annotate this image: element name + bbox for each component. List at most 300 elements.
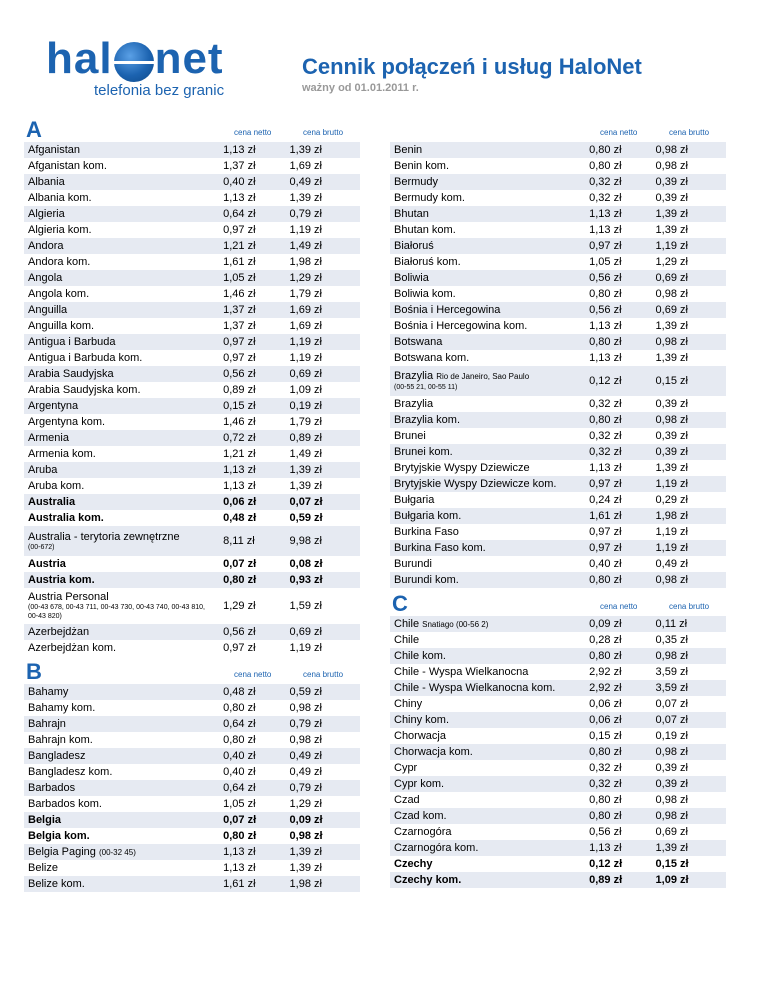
country-name: Algieria [28,208,65,220]
table-row [390,540,726,556]
price-gross: 1,69 zł [289,320,322,332]
price-gross: 1,19 zł [650,540,726,556]
country-name: Arabia Saudyjska kom. [28,384,141,396]
table-row [24,510,360,526]
price-net: 0,80 zł [223,734,256,746]
price-gross: 0,07 zł [650,712,726,728]
country-name: Czechy [394,858,433,870]
country-name: Azerbejdżan kom. [28,642,117,654]
country-cell [24,876,215,892]
country-name: Brunei [394,430,426,442]
price-gross: 1,98 zł [284,876,360,892]
country-name: Chile [394,617,420,630]
table-row [390,476,726,492]
country-cell [390,648,581,664]
price-net: 1,13 zł [223,480,256,492]
price-net: 1,05 zł [215,270,283,286]
column-header-net: cena netto [234,128,272,137]
country-cell [24,716,215,732]
table-row [24,334,360,350]
price-gross: 0,69 zł [650,270,726,286]
table-row [24,478,360,494]
table-row [24,860,360,876]
price-net: 1,13 zł [215,142,283,158]
price-gross: 0,79 zł [284,716,360,732]
price-gross: 0,69 zł [284,366,360,382]
price-gross: 1,39 zł [284,142,360,158]
country-cell [390,680,581,696]
country-name: Burundi [394,558,432,570]
price-gross: 0,15 zł [650,366,726,396]
table-row [390,366,726,396]
price-gross: 0,35 zł [655,634,688,646]
country-name: Algieria kom. [28,224,92,236]
country-name: Bośnia i Hercegowina [394,304,501,316]
price-net: 0,06 zł [215,494,283,510]
price-gross: 0,19 zł [284,398,360,414]
price-gross: 0,19 zł [655,730,688,742]
country-name: Białoruś kom. [394,256,461,268]
country-cell [390,556,581,572]
price-gross: 1,39 zł [289,192,322,204]
country-cell [24,510,215,526]
price-gross: 0,15 zł [655,858,689,870]
price-net: 0,48 zł [223,512,257,524]
country-name: Afganistan kom. [28,160,107,172]
table-row [24,414,360,430]
country-cell [390,350,581,366]
table-row [24,430,360,446]
country-name: Boliwia [394,272,429,284]
country-cell [390,540,581,556]
table-row [390,856,726,872]
country-cell [390,616,581,632]
column-header-net: cena netto [234,670,272,679]
price-gross: 0,39 zł [650,174,726,190]
country-cell [390,158,581,174]
country-cell [24,588,215,624]
price-gross: 3,59 zł [655,666,688,678]
country-cell [390,524,581,540]
country-cell [390,222,581,238]
country-cell [24,764,215,780]
country-name: Botswana kom. [394,352,470,364]
price-net: 0,40 zł [215,174,283,190]
country-name: Australia [28,496,76,508]
country-cell [24,270,215,286]
price-net: 0,80 zł [581,572,649,588]
country-cell [390,824,581,840]
country-cell [24,732,215,748]
price-gross: 0,98 zł [650,744,726,760]
price-net: 0,80 zł [589,288,622,300]
price-gross: 0,98 zł [650,142,726,158]
country-cell [390,428,581,444]
price-net: 0,32 zł [589,430,622,442]
price-gross: 0,98 zł [289,702,322,714]
table-row [390,444,726,460]
country-cell [24,158,215,174]
country-cell [24,254,215,270]
price-gross: 0,98 zł [650,572,726,588]
table-row [390,286,726,302]
column-header-gross: cena brutto [669,128,710,137]
country-cell [24,640,215,656]
price-net: 0,07 zł [223,558,257,570]
table-row [24,302,360,318]
country-cell [390,840,581,856]
table-row [390,206,726,222]
price-gross: 0,98 zł [289,830,323,842]
table-row [24,764,360,780]
country-name: Bermudy kom. [394,192,465,204]
price-net: 0,32 zł [581,174,649,190]
country-cell [390,366,581,396]
country-cell [390,744,581,760]
country-name: Brytyjskie Wyspy Dziewicze [394,462,530,474]
price-net: 0,40 zł [215,748,283,764]
price-net: 1,13 zł [589,320,622,332]
country-cell [390,728,581,744]
price-gross: 0,07 zł [284,494,360,510]
country-cell [390,792,581,808]
table-row [390,824,726,840]
country-name: Cypr kom. [394,778,445,790]
country-cell [24,462,215,478]
price-gross: 0,89 zł [284,430,360,446]
country-cell [24,796,215,812]
table-row [24,526,360,556]
country-cell [24,624,215,640]
table-row [24,844,360,860]
country-name: Białoruś [394,240,434,252]
table-row [390,174,726,190]
column-header-net: cena netto [600,602,638,611]
section-b2-header [390,120,726,142]
price-net: 1,13 zł [223,862,256,874]
country-name: Azerbejdżan [28,626,90,638]
table-row [24,876,360,892]
price-net: 1,05 zł [589,256,622,268]
table-row [24,366,360,382]
country-name: Brunei kom. [394,446,453,458]
price-net: 0,64 zł [215,716,283,732]
price-net: 0,64 zł [215,206,283,222]
price-gross: 0,98 zł [650,412,726,428]
table-row [390,792,726,808]
column-header-net: cena netto [600,128,638,137]
price-net: 0,56 zł [581,302,649,318]
price-table-b2 [390,142,726,588]
country-name: Burkina Faso kom. [394,542,486,554]
price-net: 1,13 zł [215,462,283,478]
country-name: Czechy kom. [394,874,462,886]
price-gross: 1,19 zł [289,352,322,364]
table-row [390,872,726,888]
table-row [390,524,726,540]
price-gross: 1,19 zł [284,334,360,350]
table-row [390,158,726,174]
country-cell [24,318,215,334]
table-row [24,462,360,478]
country-cell [390,254,581,270]
price-gross: 1,49 zł [289,448,322,460]
price-net: 0,06 zł [589,698,622,710]
country-name: Chile - Wyspa Wielkanocna kom. [394,682,556,694]
price-net: 0,32 zł [581,776,649,792]
price-gross: 0,29 zł [655,494,688,506]
table-row [390,760,726,776]
table-row [390,396,726,412]
table-row [24,812,360,828]
price-net: 0,72 zł [215,430,283,446]
price-net: 1,37 zł [215,302,283,318]
price-net: 1,13 zł [581,840,649,856]
country-name: Anguilla [28,304,68,316]
price-net: 0,40 zł [589,558,622,570]
price-gross: 1,39 zł [655,352,688,364]
country-cell [390,476,581,492]
price-net: 0,97 zł [223,642,256,654]
country-cell [24,780,215,796]
price-gross: 0,39 zł [655,430,688,442]
price-gross: 0,69 zł [284,624,360,640]
section-a-header [24,117,360,142]
country-name: Boliwia kom. [394,288,456,300]
country-cell [390,396,581,412]
price-gross: 1,29 zł [655,256,688,268]
country-name: Bułgaria [394,494,435,506]
price-gross: 0,98 zł [650,808,726,824]
price-net: 8,11 zł [215,526,283,556]
country-name: Brazylia kom. [394,414,461,426]
country-cell [390,696,581,712]
table-row [24,796,360,812]
country-name: Angola [28,272,63,284]
price-net: 0,97 zł [581,540,649,556]
price-gross: 1,19 zł [650,476,726,492]
table-row [24,494,360,510]
price-net: 1,61 zł [215,876,283,892]
table-row [24,158,360,174]
country-name: Chile kom. [394,650,446,662]
country-cell [24,494,215,510]
country-cell [24,414,215,430]
price-gross: 1,49 zł [284,238,360,254]
price-gross: 0,09 zł [284,812,360,828]
country-note: (00-43 678, 00-43 711, 00-43 730, 00-43 740, 00-43 810, 00-43 820) [28,604,205,620]
price-net: 0,97 zł [215,334,283,350]
price-table-c [390,616,726,888]
price-net: 0,80 zł [223,702,256,714]
price-net: 0,48 zł [215,684,283,700]
price-net: 2,92 zł [589,666,622,678]
price-net: 0,15 zł [589,730,622,742]
price-net: 1,37 zł [223,160,256,172]
country-cell [24,190,215,206]
country-name: Brazylia [394,370,434,382]
logo-text-left: hal [46,34,113,83]
country-note: (00-55 21, 00-55 11) [394,384,458,391]
table-row [24,382,360,398]
price-net: 0,97 zł [581,238,649,254]
price-net: 0,56 zł [589,826,622,838]
column-header-gross: cena brutto [669,602,710,611]
country-cell [24,684,215,700]
price-gross: 9,98 zł [284,526,360,556]
price-gross: 0,69 zł [655,826,688,838]
price-net: 0,56 zł [581,270,649,286]
country-cell [390,142,581,158]
country-name: Bangladesz [28,750,86,762]
page-title: Cennik połączeń i usług HaloNet [302,54,642,79]
country-name: Bahrajn [28,718,66,730]
table-row [24,732,360,748]
country-name: Bhutan kom. [394,224,456,236]
table-row [24,556,360,572]
country-name: Albania [28,176,65,188]
price-net: 1,13 zł [223,192,256,204]
price-gross: 3,59 zł [650,680,726,696]
country-cell [390,760,581,776]
country-cell [390,174,581,190]
country-name: Bahamy [28,686,69,698]
country-cell [390,632,581,648]
price-net: 0,80 zł [581,412,649,428]
country-cell [390,664,581,680]
country-cell [390,460,581,476]
country-cell [24,366,215,382]
country-name: Botswana [394,336,443,348]
table-row [24,222,360,238]
country-cell [24,860,215,876]
country-cell [24,844,215,860]
table-row [390,664,726,680]
table-row [390,318,726,334]
country-name: Andora [28,240,64,252]
price-net: 0,12 zł [589,858,623,870]
table-row [390,238,726,254]
country-name: Anguilla kom. [28,320,95,332]
price-net: 1,37 zł [223,320,256,332]
country-cell [24,700,215,716]
price-net: 0,97 zł [223,352,256,364]
table-row [390,632,726,648]
price-gross: 0,39 zł [650,776,726,792]
country-name: Austria [28,558,66,570]
table-row [390,334,726,350]
price-net: 0,89 zł [223,384,256,396]
table-row [390,696,726,712]
slogan: telefonia bez granic [94,82,225,99]
country-name: Czad kom. [394,810,447,822]
country-name: Armenia kom. [28,448,96,460]
price-gross: 1,79 zł [289,288,322,300]
country-cell [24,828,215,844]
section-letter: B [26,659,42,684]
price-gross: 0,49 zł [289,766,322,778]
price-gross: 1,69 zł [289,160,322,172]
section-letter: C [392,591,408,616]
price-gross: 0,98 zł [289,734,322,746]
price-gross: 0,11 zł [650,616,726,632]
table-row [24,174,360,190]
country-name: Belize [28,862,58,874]
price-gross: 0,39 zł [655,398,688,410]
country-cell [24,478,215,494]
country-name: Bhutan [394,208,429,220]
country-cell [24,222,215,238]
price-net: 0,32 zł [581,444,649,460]
price-gross: 1,79 zł [289,416,322,428]
country-cell [390,712,581,728]
country-cell [24,526,215,556]
price-net: 1,46 zł [223,416,256,428]
table-row [24,238,360,254]
country-cell [24,142,215,158]
price-gross: 1,19 zł [650,238,726,254]
price-net: 0,97 zł [581,476,649,492]
table-row [24,318,360,334]
price-gross: 1,09 zł [650,872,726,888]
price-gross: 1,59 zł [289,600,322,612]
price-gross: 0,69 zł [650,302,726,318]
country-name: Bermudy [394,176,439,188]
price-net: 0,80 zł [589,794,622,806]
country-name: Burkina Faso [394,526,459,538]
table-row [390,302,726,318]
price-net: 0,12 zł [581,366,649,396]
header [0,0,768,120]
country-name: Belgia [28,814,62,826]
price-net: 0,56 zł [215,624,283,640]
country-cell [24,446,215,462]
table-row [24,780,360,796]
country-cell [390,444,581,460]
country-name: Arabia Saudyjska [28,368,114,380]
price-gross: 0,08 zł [289,558,323,570]
table-row [390,508,726,524]
price-gross: 1,39 zł [284,462,360,478]
country-cell [390,872,581,888]
country-cell [24,350,215,366]
price-gross: 1,19 zł [289,642,322,654]
price-gross: 1,69 zł [284,302,360,318]
price-net: 1,46 zł [223,288,256,300]
country-cell [390,270,581,286]
country-cell [24,206,215,222]
country-name: Austria Personal [28,591,109,603]
country-name: Argentyna kom. [28,416,106,428]
country-cell [24,302,215,318]
price-table-a [24,142,360,656]
price-net: 0,32 zł [589,762,622,774]
price-net: 1,61 zł [581,508,649,524]
column-header-gross: cena brutto [303,128,344,137]
price-net: 1,13 zł [589,224,622,236]
price-gross: 0,49 zł [655,558,688,570]
country-name: Angola kom. [28,288,90,300]
price-gross: 0,59 zł [289,512,323,524]
section-letter: A [26,117,42,142]
price-gross: 1,98 zł [289,256,322,268]
price-gross: 0,79 zł [284,780,360,796]
country-name: Antigua i Barbuda [28,336,116,348]
country-cell [24,382,215,398]
column-header-gross: cena brutto [303,670,344,679]
country-cell [24,238,215,254]
price-net: 1,61 zł [223,256,256,268]
